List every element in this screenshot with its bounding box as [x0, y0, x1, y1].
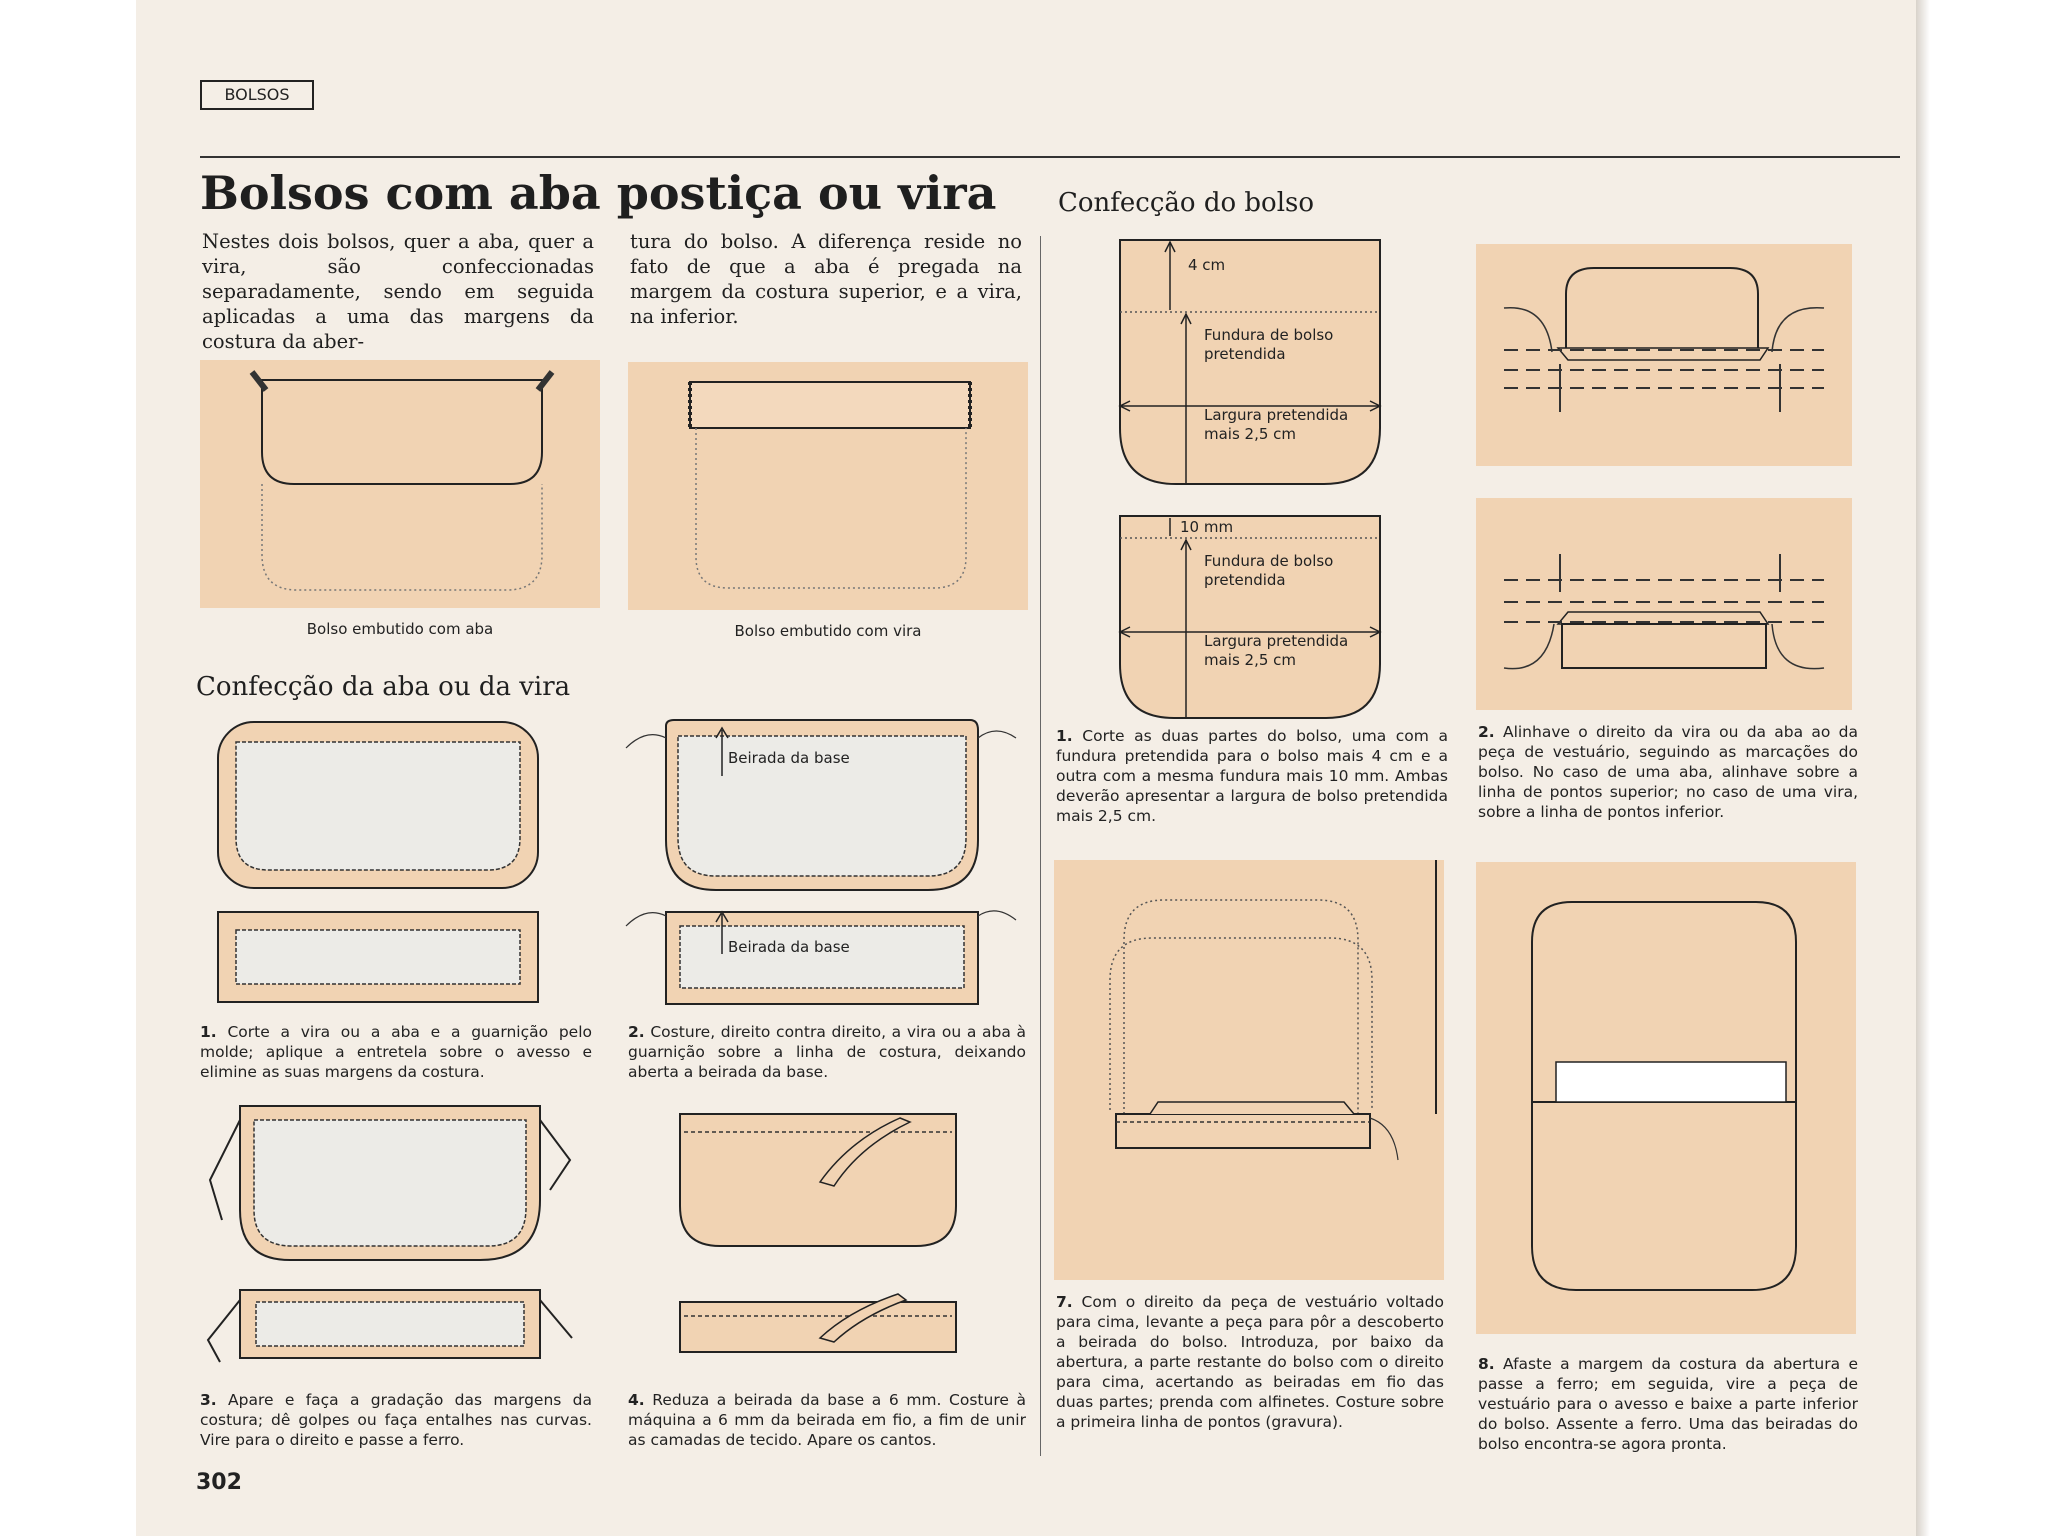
caption-bolso-step1	[1056, 726, 1448, 826]
fig-aba-step2	[626, 720, 1026, 1010]
baste-welt-drawing	[1476, 498, 1852, 710]
caption-aba-step1	[200, 1022, 592, 1082]
caption-pocket-welt: Bolso embutido com vira	[734, 622, 922, 640]
fig-bolso-step2b	[1476, 498, 1852, 710]
label-depth-top: Fundura de bolso pretendida	[1204, 326, 1334, 363]
caption-bolso-step2	[1478, 722, 1858, 822]
caption-pocket-flap: Bolso embutido com aba	[306, 620, 494, 638]
pocket-welt-drawing	[628, 362, 1028, 610]
step-text: Reduza a beirada da base a 6 mm. Costure à máquina a 6 mm da beirada em fio, a fim de unir as camadas de tecido. Apare os cantos.	[628, 1391, 1026, 1449]
page-edge	[1916, 0, 1930, 1536]
fig-aba-step4	[670, 1110, 970, 1360]
heading-aba-vira: Confecção da aba ou da vira	[196, 672, 571, 702]
step-text: Com o direito da peça de vestuário voltado para cima, levante a peça para pôr a descoberto a beirada do bolso. Introduza, por baixo da abertura, a parte restante do bolso com o direito para cima, acertando as beiradas em fio das duas partes; prenda com alfinetes. Costure sobre a primeira linha de pontos (gravura).	[1056, 1293, 1444, 1431]
finished-pocket-drawing	[1476, 862, 1856, 1334]
label-depth-add-bottom: 10 mm	[1180, 518, 1234, 536]
page-number: 302	[196, 1470, 242, 1495]
insert-pocket-drawing	[1054, 860, 1444, 1280]
step-number: 3.	[200, 1391, 217, 1409]
fig-pocket-cut-bottom	[1118, 514, 1388, 724]
base-edge-label-1: Beirada da base	[728, 749, 850, 767]
step-text: Alinhave o direito da vira ou da aba ao da peça de vestuário, seguindo as marcações do bolso. No caso de uma aba, alinhave sobre a linha de pontos superior; no caso de uma vira, sobre a linha de pontos inferior.	[1478, 723, 1858, 821]
step-number: 8.	[1478, 1355, 1495, 1373]
heading-bolso: Confecção do bolso	[1058, 188, 1315, 218]
fig-aba-step1	[216, 720, 556, 1010]
base-edge-label-2: Beirada da base	[728, 938, 850, 956]
step-text: Afaste a margem da costura da abertura e passe a ferro; em seguida, vire a peça de vestuário para o avesso e baixe a parte inferior do bolso. Assente a ferro. Uma das beiradas do bolso encontra-se agora pronta.	[1478, 1355, 1858, 1453]
step-number: 7.	[1056, 1293, 1073, 1311]
header-rule	[200, 156, 1900, 158]
fig-bolso-step8	[1476, 862, 1856, 1334]
step-number: 1.	[1056, 727, 1073, 745]
section-tab: BOLSOS	[200, 80, 314, 110]
caption-bolso-step7	[1056, 1292, 1444, 1432]
step-number: 1.	[200, 1023, 217, 1041]
fig-pocket-with-welt	[628, 362, 1028, 610]
baste-flap-drawing	[1476, 244, 1852, 466]
step-number: 4.	[628, 1391, 645, 1409]
intro-col2: tura do bolso. A diferença reside no fato de que a aba é pregada na margem da costura superior, e a vira, na inferior.	[630, 230, 1022, 328]
step-text: Apare e faça a gradação das margens da costura; dê golpes ou faça entalhes nas curvas. Vire para o direito e passe a ferro.	[200, 1391, 593, 1449]
fig-aba-step3	[200, 1100, 580, 1370]
label-depth-add-top: 4 cm	[1188, 256, 1226, 274]
fig-bolso-step7	[1054, 860, 1444, 1280]
book-page	[136, 0, 1916, 1536]
caption-bolso-step8	[1478, 1354, 1858, 1454]
label-width-top: Largura pretendida mais 2,5 cm	[1204, 406, 1349, 443]
step-text: Costure, direito contra direito, a vira ou a aba à guarnição sobre a linha de costura, deixando aberta a beirada da base.	[628, 1023, 1026, 1081]
intro-col1: Nestes dois bolsos, quer a aba, quer a vira, são confeccionadas separadamente, sendo em seguida aplicadas a uma das margens da costura da aber-	[202, 230, 594, 353]
fig-pocket-with-flap	[200, 360, 600, 608]
page-title: Bolsos com aba postiça ou vira	[200, 166, 997, 220]
label-depth-bottom: Fundura de bolso pretendida	[1204, 552, 1334, 589]
step-text: Corte a vira ou a aba e a guarnição pelo molde; aplique a entretela sobre o avesso e elimine as suas margens da costura.	[200, 1023, 592, 1081]
label-width-bottom: Largura pretendida mais 2,5 cm	[1204, 632, 1349, 669]
pocket-flap-drawing	[200, 360, 600, 608]
step-text: Corte as duas partes do bolso, uma com a fundura pretendida para o bolso mais 4 cm e a outra com a mesma fundura mais 10 mm. Ambas deverão apresentar a largura de bolso pretendida mais 2,5 cm.	[1056, 727, 1448, 825]
caption-aba-step4	[628, 1390, 1026, 1450]
fig-bolso-step2a	[1476, 244, 1852, 466]
column-rule	[1040, 236, 1041, 1456]
step-number: 2.	[628, 1023, 645, 1041]
step-number: 2.	[1478, 723, 1495, 741]
caption-aba-step3	[200, 1390, 592, 1450]
caption-aba-step2	[628, 1022, 1026, 1082]
